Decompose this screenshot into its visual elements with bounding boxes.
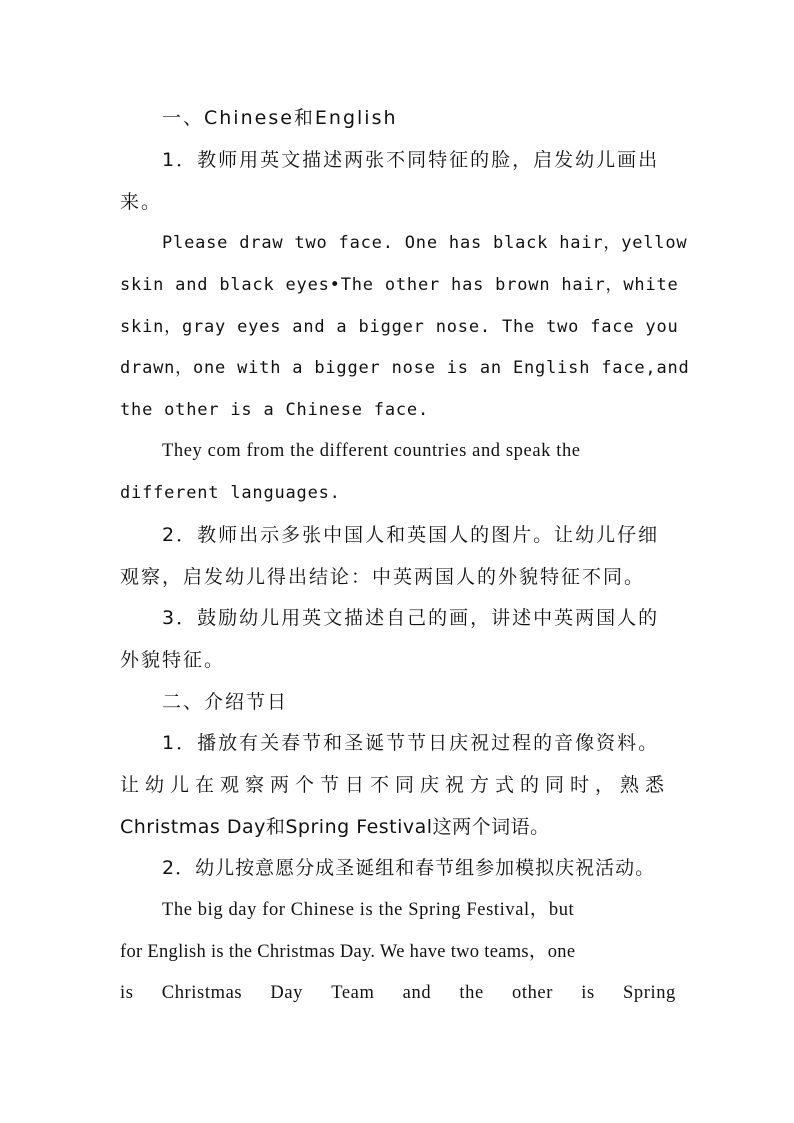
paragraph-line: 3．鼓励幼儿用英文描述自己的画，讲述中英两国人的 — [162, 607, 660, 629]
word: the — [459, 983, 484, 1003]
paragraph-line: 2．幼儿按意愿分成圣诞组和春节组参加模拟庆祝活动。 — [162, 857, 656, 879]
paragraph-line: skin，gray eyes and a bigger nose. The two face you — [120, 317, 679, 337]
paragraph-line: The big day for Chinese is the Spring Festival，but — [162, 900, 575, 920]
paragraph-line: for English is the Christmas Day. We have two teams，one — [120, 942, 576, 962]
word: Day — [270, 983, 304, 1003]
word: and — [402, 983, 432, 1003]
paragraph-line: 观察，启发幼儿得出结论：中英两国人的外貌特征不同。 — [120, 566, 646, 588]
word: other — [511, 983, 553, 1003]
paragraph-line: different languages. — [120, 483, 341, 503]
paragraph-line: 让幼儿在观察两个节日不同庆祝方式的同时，熟悉 — [120, 774, 671, 796]
paragraph-line: 外貌特征。 — [120, 649, 226, 671]
paragraph-line: 1．播放有关春节和圣诞节节日庆祝过程的音像资料。 — [162, 732, 660, 754]
paragraph-line: 2．教师出示多张中国人和英国人的图片。让幼儿仔细 — [162, 524, 660, 546]
paragraph-line: 来。 — [120, 191, 163, 213]
word: is — [581, 983, 595, 1003]
word: Spring — [622, 983, 676, 1003]
word: Christmas — [161, 983, 243, 1003]
paragraph-line: They com from the different countries and speak the — [162, 441, 581, 461]
paragraph-line: skin and black eyes•The other has brown hair，white — [120, 275, 679, 295]
section-heading-1: 一、Chinese和English — [162, 107, 398, 129]
paragraph-line: 1．教师用英文描述两张不同特征的脸，启发幼儿画出 — [162, 149, 660, 171]
paragraph-line: the other is a Chinese face. — [120, 400, 429, 420]
paragraph-line: Please draw two face. One has black hair，yellow — [162, 233, 688, 253]
word: Team — [331, 983, 375, 1003]
word: is — [120, 983, 134, 1003]
paragraph-line: drawn，one with a bigger nose is an English face,and — [120, 358, 690, 378]
justified-line — [120, 979, 676, 1007]
paragraph-line: Christmas Day和Spring Festival这两个词语。 — [120, 816, 550, 838]
section-heading-2: 二、介绍节日 — [162, 691, 289, 713]
